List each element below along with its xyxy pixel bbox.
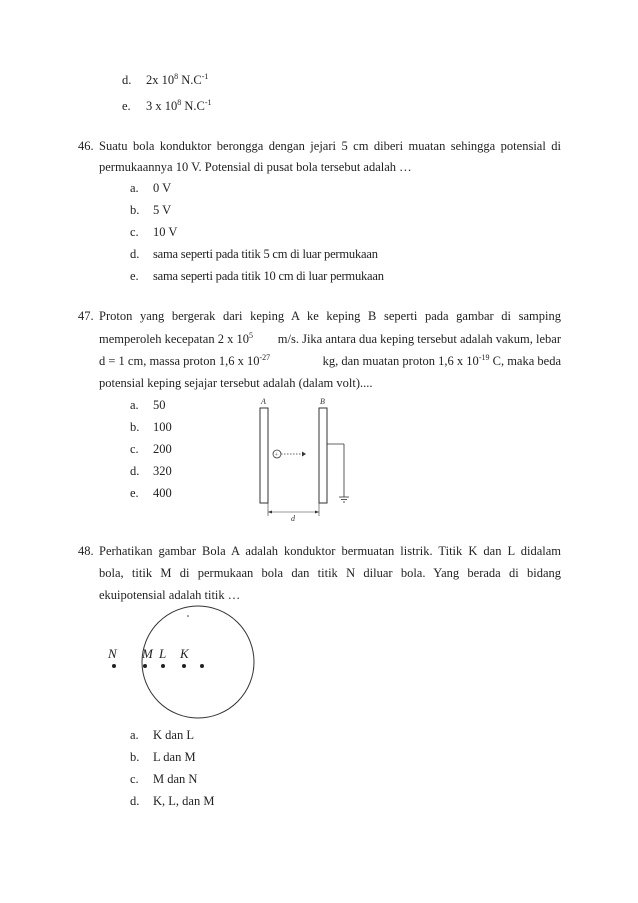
q48-option-c-letter: c. (130, 772, 139, 786)
point-extra (200, 664, 204, 668)
q47-option-d: 320 (153, 464, 172, 478)
q46-option-a-letter: a. (130, 181, 139, 195)
q48-line-3: ekuipotensial adalah titik … (99, 588, 241, 602)
q47-option-c-letter: c. (130, 442, 139, 456)
q47-line-2-exp: 5 (248, 330, 253, 340)
sphere-mark (187, 615, 189, 617)
point-n-label: N (108, 646, 117, 661)
q48-option-c: M dan N (153, 772, 198, 786)
q46-option-e: sama seperti pada titik 10 cm di luar permukaan (153, 269, 384, 283)
q48-line-1: Perhatikan gambar Bola A adalah konduktor bermuatan listrik. Titik K dan L didalam (99, 544, 561, 558)
plate-b-label: B (320, 397, 325, 406)
q47-line-4: potensial keping sejajar tersebut adalah (dalam volt).... (99, 376, 373, 390)
q46-line-1: Suatu bola konduktor berongga dengan jejari 5 cm diberi muatan sehingga potensial di (99, 139, 561, 153)
q45-option-e (146, 98, 212, 114)
q47-line-3-exp2: -19 (478, 352, 490, 362)
q45-option-d (146, 72, 208, 88)
q46-number: 46. (78, 139, 94, 153)
q47-line-3 (99, 353, 561, 369)
q47-line-3-a: d = 1 cm, massa proton 1,6 x $10^{-27}$ (99, 352, 271, 368)
q47-line-3-b: kg, dan muatan proton 1,6 x $10^{-19}$ C, maka beda (322, 352, 561, 368)
point-l (161, 664, 165, 668)
point-n (112, 664, 116, 668)
q48-option-d-letter: d. (130, 794, 140, 808)
q46-line-2: permukaannya 10 V. Potensial di pusat bola tersebut adalah … (99, 160, 412, 174)
q47-option-a-letter: a. (130, 398, 139, 412)
q46-option-d-letter: d. (130, 247, 140, 261)
q47-line-2 (99, 331, 561, 347)
gap-label: d (291, 514, 295, 523)
plate-b (319, 408, 327, 503)
q48-option-d: K, L, dan M (153, 794, 215, 808)
q45-e-pre: 3 x 10 (146, 99, 178, 113)
q47-option-c: 200 (153, 442, 172, 456)
proton-charge: + (274, 452, 278, 459)
q47-option-d-letter: d. (130, 464, 140, 478)
q47-line-3-exp1: -27 (259, 352, 271, 362)
q45-option-d-letter: d. (122, 73, 132, 87)
q48-line-2: bola, titik M di permukaan bola dan titik N diluar bola. Yang berada di bidang (99, 566, 561, 580)
q48-option-a-letter: a. (130, 728, 139, 742)
plate-a-label: A (261, 397, 266, 406)
q46-option-c-letter: c. (130, 225, 139, 239)
q47-line-2-b: m/s. Jika antara dua keping tersebut adalah vakum, lebar (277, 332, 561, 346)
gap-arrow-right (315, 511, 319, 514)
q46-option-a: 0 V (153, 181, 172, 195)
point-m-label: M (142, 646, 153, 661)
q48-number: 48. (78, 544, 94, 558)
plate-a (260, 408, 268, 503)
q47-option-b-letter: b. (130, 420, 140, 434)
q45-d-unit-exp: -1 (201, 71, 209, 81)
sphere-outline (142, 606, 254, 718)
point-k (182, 664, 186, 668)
q45-e-unit-exp: -1 (204, 97, 212, 107)
q47-option-e: 400 (153, 486, 172, 500)
q45-e-exp: 8 (177, 97, 182, 107)
q45-d-post: N.C (178, 73, 202, 87)
q47-option-e-letter: e. (130, 486, 139, 500)
point-m (143, 664, 147, 668)
q45-d-exp: 8 (174, 71, 179, 81)
q47-option-a: 50 (153, 398, 166, 412)
q46-option-c: 10 V (153, 225, 178, 239)
sphere-figure (100, 608, 270, 723)
q46-option-d: sama seperti pada titik 5 cm di luar permukaan (153, 247, 378, 261)
q46-option-e-letter: e. (130, 269, 139, 283)
q48-option-a: K dan L (153, 728, 194, 742)
arrow-head (302, 452, 306, 457)
q47-line-2-a: memperoleh kecepatan 2 x $10^5$ (99, 330, 253, 346)
q46-option-b-letter: b. (130, 203, 140, 217)
q47-option-b: 100 (153, 420, 172, 434)
point-k-label: K (180, 646, 189, 661)
q48-option-b: L dan M (153, 750, 196, 764)
q45-option-e-letter: e. (122, 99, 131, 113)
point-l-label: L (159, 646, 167, 661)
q47-number: 47. (78, 309, 94, 323)
q48-option-b-letter: b. (130, 750, 140, 764)
q47-line-1: Proton yang bergerak dari keping A ke keping B seperti pada gambar di samping (99, 309, 561, 323)
q45-d-pre: 2x 10 (146, 73, 175, 87)
q46-option-b: 5 V (153, 203, 172, 217)
q45-e-post: N.C (181, 99, 205, 113)
gap-arrow-left (268, 511, 272, 514)
parallel-plates-figure (248, 392, 358, 527)
